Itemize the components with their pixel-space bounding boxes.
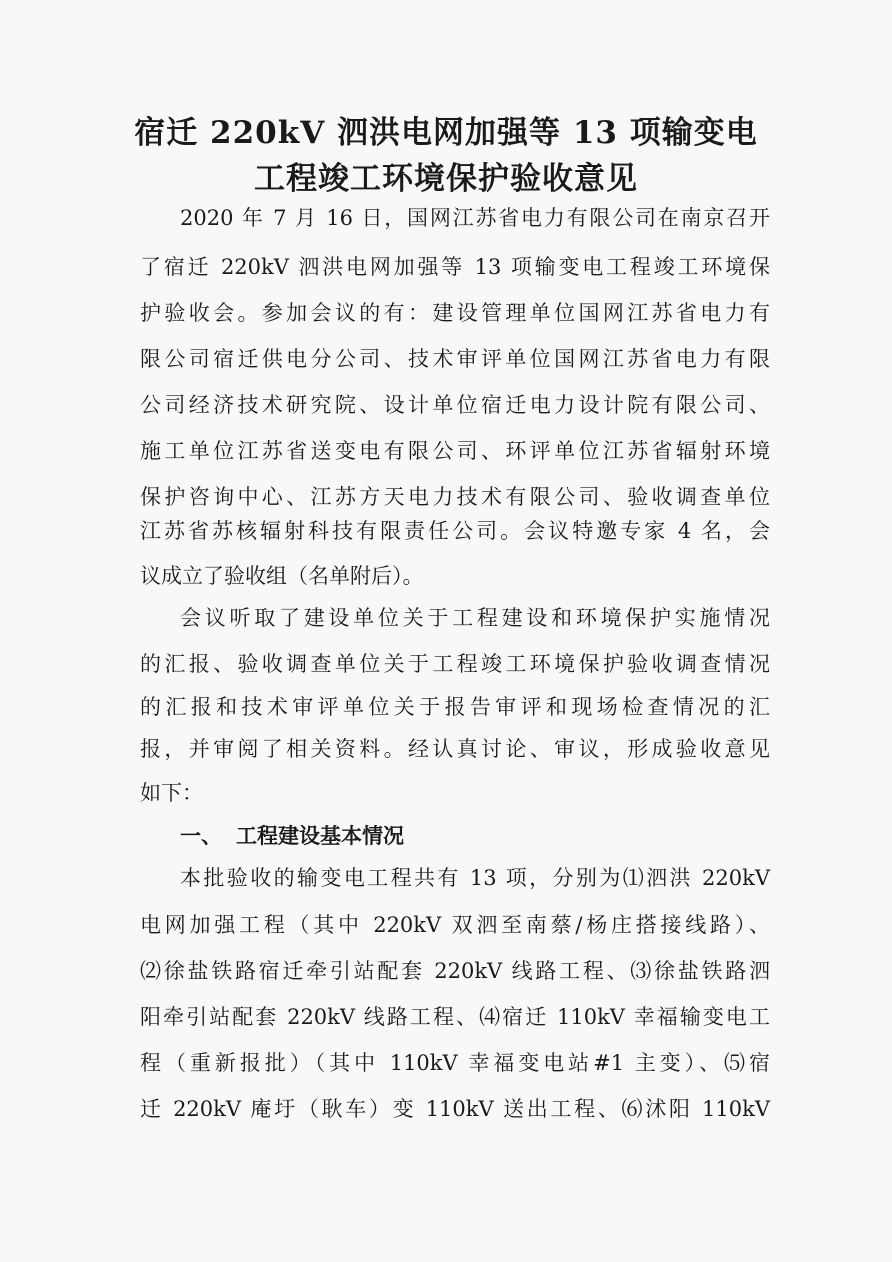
paragraph-3-line-2: 电网加强工程（其中 220kV 双泗至南蔡/杨庄搭接线路）、 <box>140 913 770 937</box>
paragraph-1-line-5: 公司经济技术研究院、设计单位宿迁电力设计院有限公司、 <box>140 393 770 417</box>
paragraph-3-line-5: 程（重新报批）（其中 110kV 幸福变电站#1 主变）、⑸宿 <box>140 1051 770 1075</box>
section-1-title: 工程建设基本情况 <box>236 824 404 848</box>
document-title-line-1: 宿迁 220kV 泗洪电网加强等 13 项输变电 <box>134 115 758 151</box>
paragraph-1-line-4: 限公司宿迁供电分公司、技术审评单位国网江苏省电力有限 <box>140 347 770 371</box>
paragraph-2-line-1: 会议听取了建设单位关于工程建设和环境保护实施情况 <box>180 606 770 630</box>
paragraph-3-line-4: 阳牵引站配套 220kV 线路工程、⑷宿迁 110kV 幸福输变电工 <box>140 1005 770 1029</box>
paragraph-3-line-3: ⑵徐盐铁路宿迁牵引站配套 220kV 线路工程、⑶徐盐铁路泗 <box>140 959 770 983</box>
paragraph-3-line-1: 本批验收的输变电工程共有 13 项，分别为⑴泗洪 220kV <box>180 866 770 890</box>
paragraph-2-line-4: 报，并审阅了相关资料。经认真讨论、审议，形成验收意见 <box>140 737 770 761</box>
section-1-heading <box>180 821 404 851</box>
paragraph-1-line-6: 施工单位江苏省送变电有限公司、环评单位江苏省辐射环境 <box>140 439 770 463</box>
paragraph-1-line-8: 江苏省苏核辐射科技有限责任公司。会议特邀专家 4 名，会 <box>140 519 770 543</box>
paragraph-1-line-2: 了宿迁 220kV 泗洪电网加强等 13 项输变电工程竣工环境保 <box>140 255 770 279</box>
paragraph-3-line-6: 迁 220kV 庵圩（耿车）变 110kV 送出工程、⑹沭阳 110kV <box>140 1097 770 1121</box>
paragraph-1-line-1: 2020 年 7 月 16 日，国网江苏省电力有限公司在南京召开 <box>180 206 770 230</box>
paragraph-2-line-2: 的汇报、验收调查单位关于工程竣工环境保护验收调查情况 <box>140 652 770 676</box>
document-title-line-2: 工程竣工环境保护验收意见 <box>254 161 638 197</box>
paragraph-1-line-7: 保护咨询中心、江苏方天电力技术有限公司、验收调查单位 <box>140 485 770 509</box>
paragraph-2-line-3: 的汇报和技术审评单位关于报告审评和现场检查情况的汇 <box>140 695 770 719</box>
paragraph-1-line-9: 议成立了验收组（名单附后）。 <box>140 564 424 588</box>
paragraph-1-line-3: 护验收会。参加会议的有：建设管理单位国网江苏省电力有 <box>140 301 770 325</box>
section-1-number: 一、 <box>180 824 222 848</box>
paragraph-2-line-5: 如下： <box>140 781 203 805</box>
